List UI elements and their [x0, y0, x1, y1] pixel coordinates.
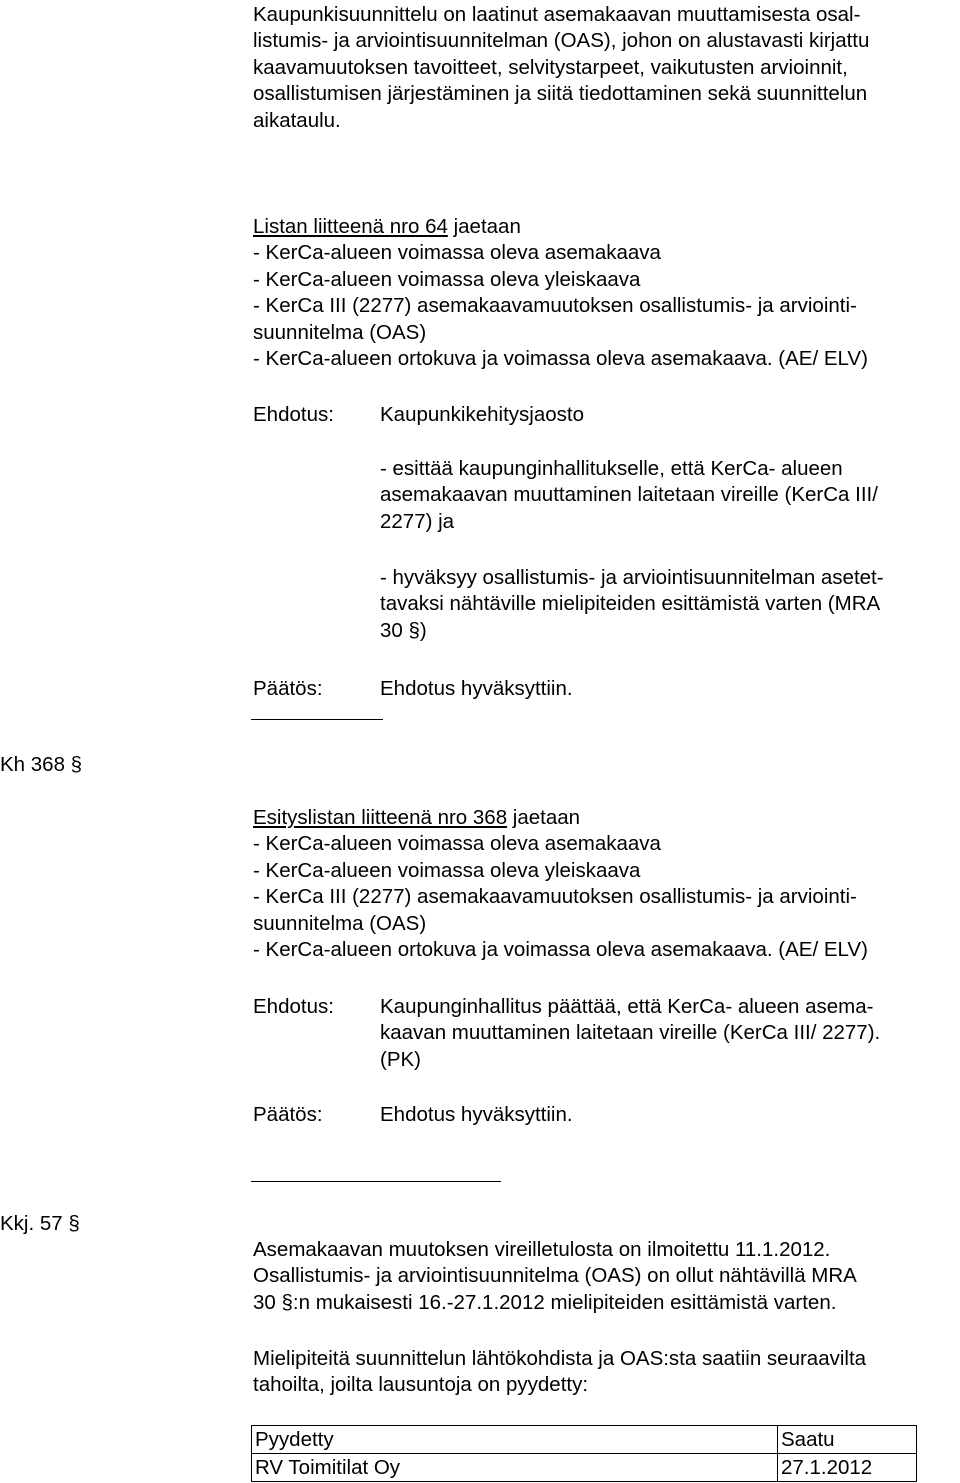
intro-line: kaavamuutoksen tavoitteet, selvitystarpeet, vaikutusten arvioinnit, — [253, 55, 848, 79]
table-header-requested: Pyydetty — [252, 1426, 778, 1454]
attachment-link[interactable]: Esityslistan liitteenä nro 368 — [253, 806, 508, 829]
proposal-item-line: asemakaavan muuttaminen laitetaan vireille (KerCa III/ — [380, 483, 878, 507]
requests-table — [251, 1425, 917, 1482]
table-cell: RV Toimitilat Oy — [252, 1454, 778, 1482]
proposal-line: (PK) — [380, 1047, 421, 1071]
proposal-line: Kaupunginhallitus päättää, että KerCa- alueen asema- — [380, 995, 874, 1018]
decision-text: Ehdotus hyväksyttiin. — [380, 1103, 573, 1126]
table-header-received: Saatu — [778, 1426, 917, 1454]
proposal-label: Ehdotus: — [253, 403, 334, 426]
paragraph-line: tahoilta, joilta lausuntoja on pyydetty: — [253, 1373, 589, 1397]
proposal-item-line: - hyväksyy osallistumis- ja arviointisuunnitelman asetet- — [380, 566, 884, 589]
paragraph-line: Mielipiteitä suunnittelun lähtökohdista ja OAS:sta saatiin seuraavilta — [253, 1347, 867, 1370]
section2-attachments — [253, 805, 960, 963]
intro-line: listumis- ja arviointisuunnitelman (OAS), johon on alustavasti kirjattu — [253, 29, 870, 53]
attachment-item: - KerCa-alueen ortokuva ja voimassa oleva asemakaava. (AE/ ELV) — [253, 938, 868, 962]
section1-attachments — [253, 214, 960, 372]
section3-paragraph2 — [253, 1346, 960, 1399]
proposal-item-line: - esittää kaupunginhallitukselle, että KerCa- alueen — [380, 457, 843, 480]
table-header-row — [252, 1426, 917, 1454]
proposal-item-line: tavaksi nähtäville mielipiteiden esittämistä varten (MRA — [380, 592, 881, 616]
intro-line: osallistumisen järjestäminen ja siitä tiedottaminen sekä suunnittelun — [253, 82, 868, 106]
proposal-item — [380, 565, 960, 644]
intro-line: aikataulu. — [253, 108, 341, 132]
attachment-heading — [253, 805, 960, 831]
proposal-item — [380, 456, 960, 535]
proposal-label: Ehdotus: — [253, 995, 334, 1018]
section3-paragraph1 — [253, 1237, 960, 1316]
proposal-item-line: 30 §) — [380, 618, 427, 642]
attachment-link[interactable]: Listan liitteenä nro 64 — [253, 215, 448, 238]
separator-line — [251, 719, 383, 720]
attachment-suffix: jaetaan — [507, 806, 581, 829]
intro-paragraph — [253, 2, 960, 134]
separator-line — [251, 1181, 501, 1182]
kkj-57-label: Kkj. 57 § — [0, 1212, 80, 1235]
attachment-item: suunnitelma (OAS) — [253, 320, 427, 344]
attachment-item: - KerCa III (2277) asemakaavamuutoksen osallistumis- ja arviointi- — [253, 885, 857, 909]
paragraph-line: Osallistumis- ja arviointisuunnitelma (OAS) on ollut nähtävillä MRA — [253, 1264, 857, 1288]
proposal-body: Kaupunkikehitysjaosto — [380, 403, 584, 426]
attachment-heading — [253, 214, 960, 240]
paragraph-line: 30 §:n mukaisesti 16.-27.1.2012 mielipiteiden esittämistä varten. — [253, 1290, 837, 1314]
decision-text: Ehdotus hyväksyttiin. — [380, 677, 573, 700]
attachment-item: - KerCa-alueen voimassa oleva yleiskaava — [253, 858, 641, 882]
attachment-suffix: jaetaan — [447, 215, 521, 238]
proposal-item-line: 2277) ja — [380, 509, 455, 533]
kh-368-label: Kh 368 § — [0, 753, 83, 776]
attachment-item: - KerCa-alueen voimassa oleva asemakaava — [253, 241, 661, 265]
intro-line: Kaupunkisuunnittelu on laatinut asemakaavan muuttamisesta osal- — [253, 3, 861, 26]
attachment-item: - KerCa-alueen voimassa oleva asemakaava — [253, 832, 661, 856]
decision-label: Päätös: — [253, 1103, 323, 1126]
attachment-item: suunnitelma (OAS) — [253, 911, 427, 935]
decision-label: Päätös: — [253, 677, 323, 700]
table-row — [252, 1454, 917, 1482]
attachment-item: - KerCa-alueen ortokuva ja voimassa oleva asemakaava. (AE/ ELV) — [253, 347, 868, 371]
proposal-body — [380, 994, 960, 1073]
attachment-item: - KerCa-alueen voimassa oleva yleiskaava — [253, 267, 641, 291]
attachment-item: - KerCa III (2277) asemakaavamuutoksen osallistumis- ja arviointi- — [253, 294, 857, 318]
table-cell: 27.1.2012 — [778, 1454, 917, 1482]
proposal-line: kaavan muuttaminen laitetaan vireille (KerCa III/ 2277). — [380, 1021, 881, 1045]
paragraph-line: Asemakaavan muutoksen vireilletulosta on ilmoitettu 11.1.2012. — [253, 1238, 831, 1261]
